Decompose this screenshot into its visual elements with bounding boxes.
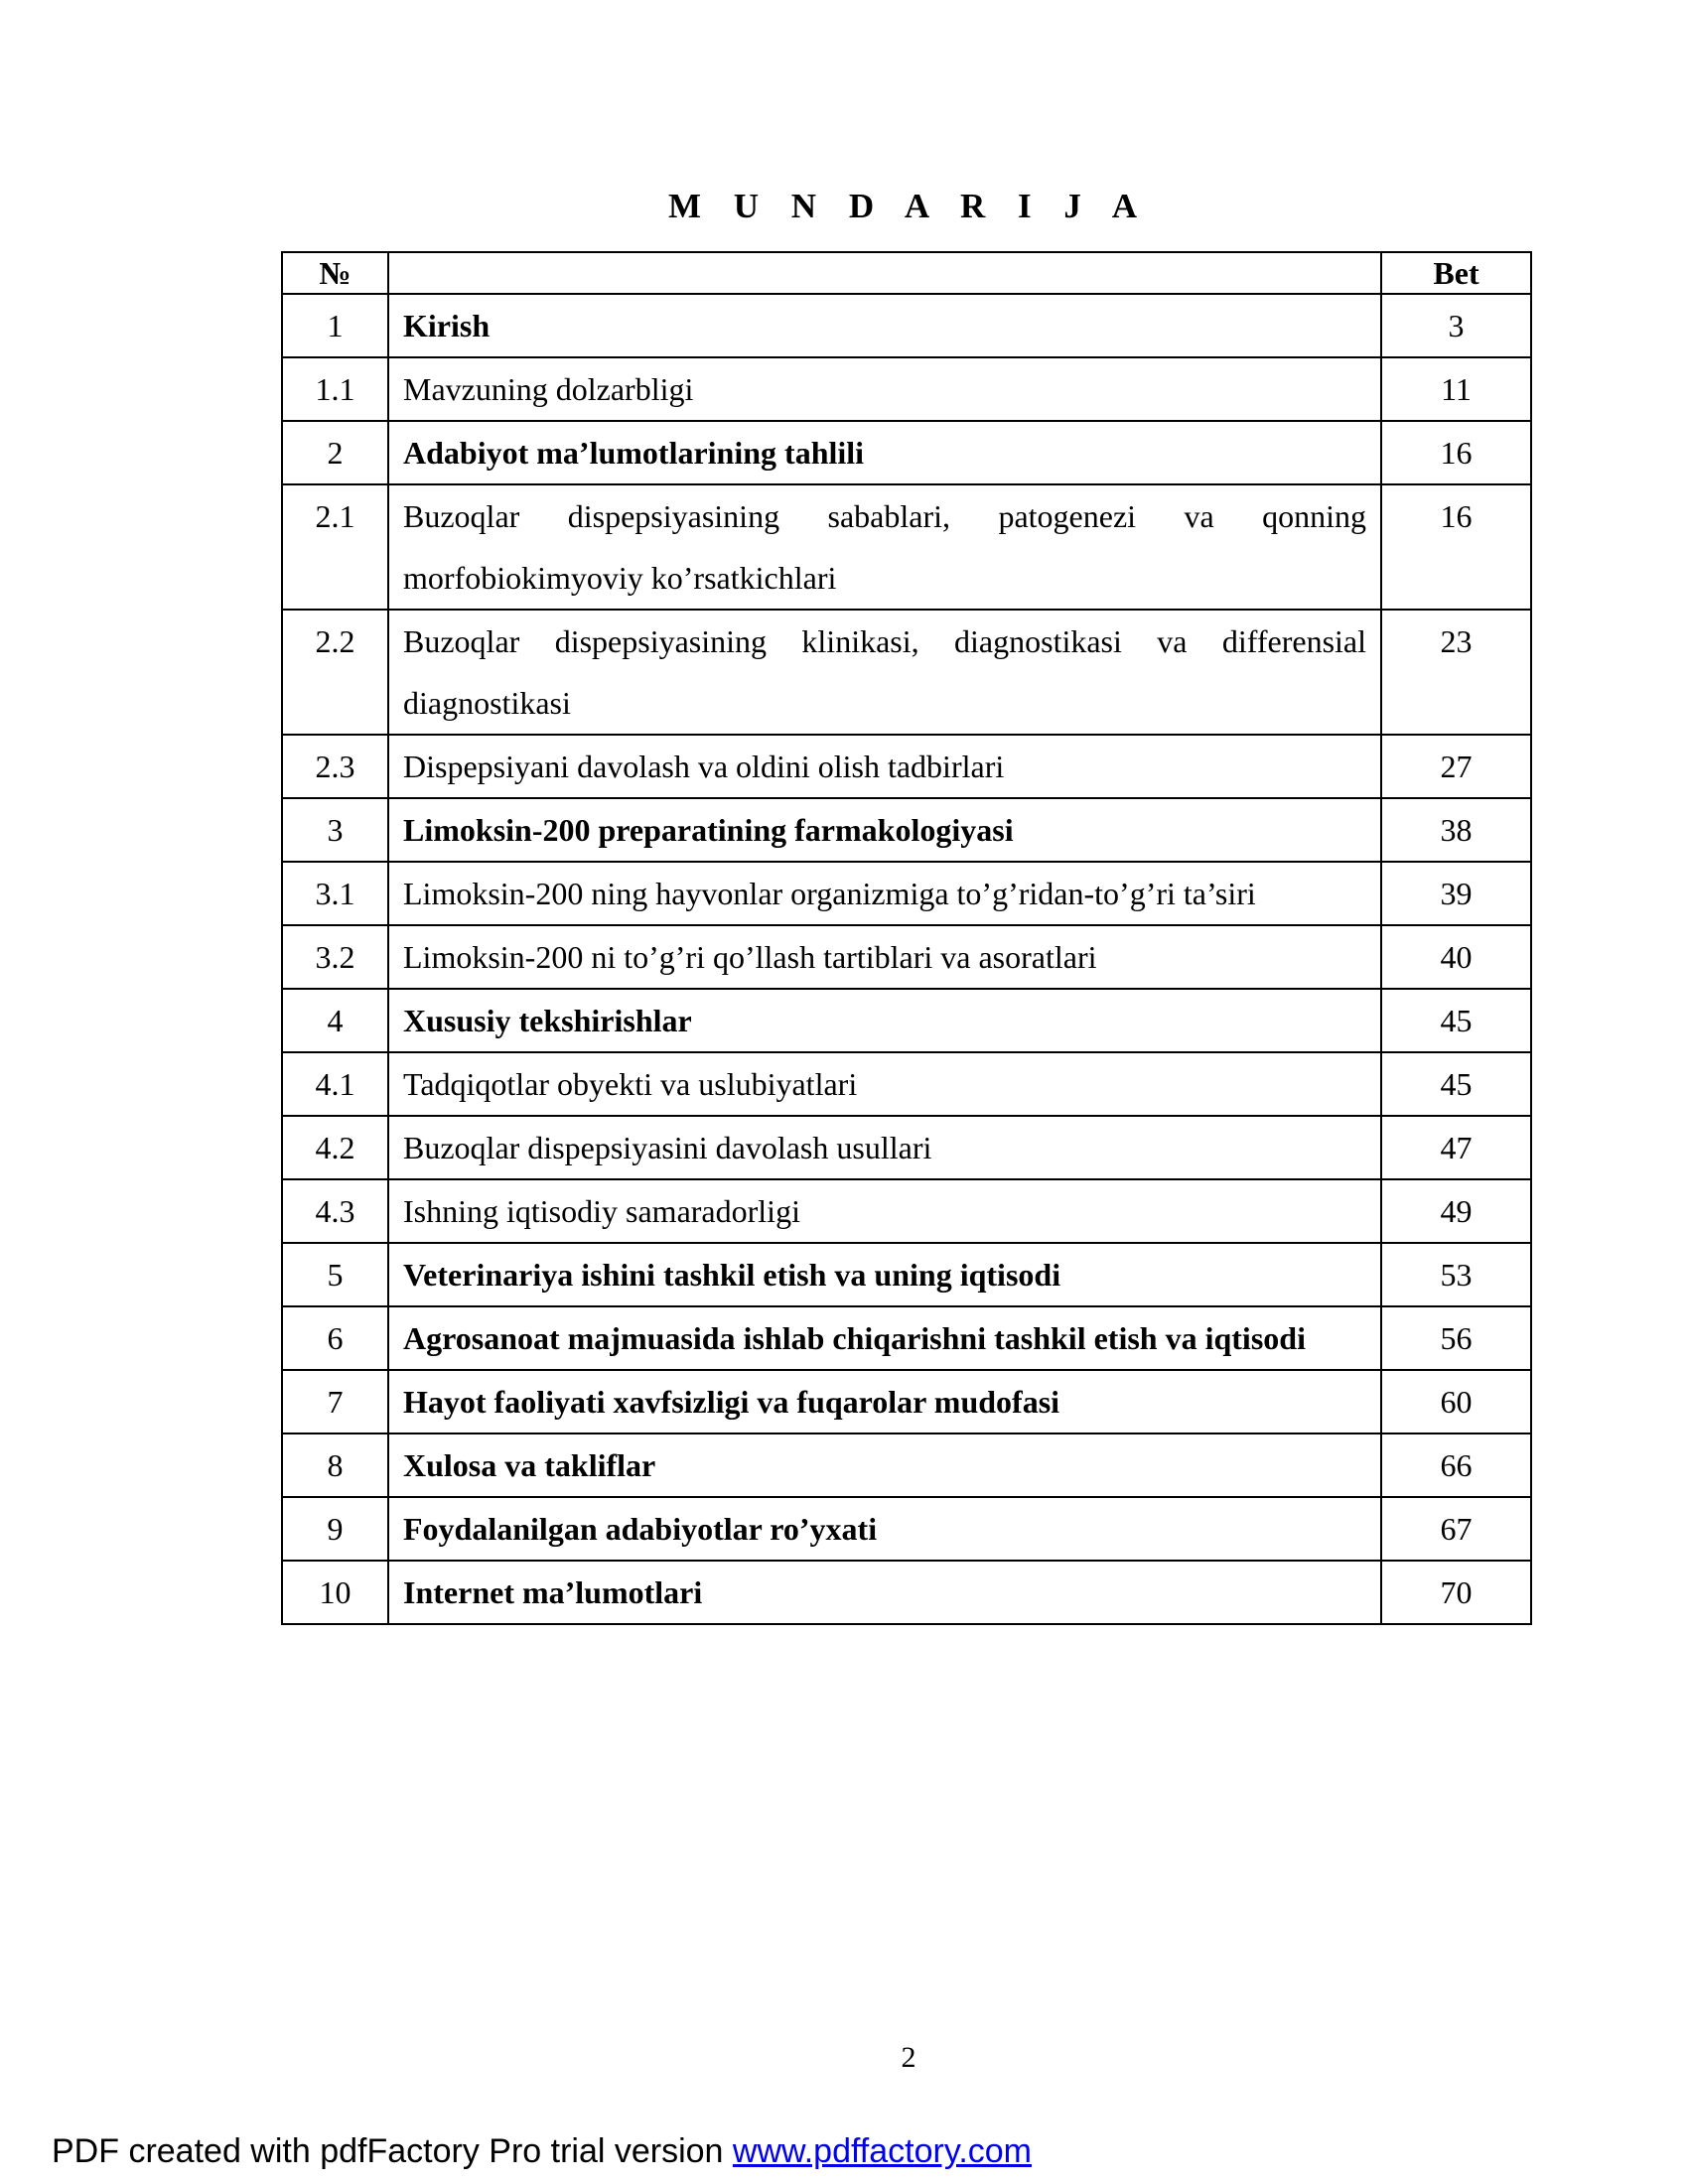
toc-row-number: 2 [282,421,388,484]
toc-header-row [282,252,1531,294]
toc-row-number: 2.1 [282,484,388,610]
toc-row-page: 16 [1381,484,1531,610]
toc-row-page: 45 [1381,1052,1531,1116]
toc-row-number: 3 [282,798,388,862]
toc-row [282,735,1531,798]
toc-row-page: 40 [1381,925,1531,989]
toc-row-page: 49 [1381,1179,1531,1243]
toc-header-number: № [282,252,388,294]
toc-row-page: 70 [1381,1561,1531,1624]
toc-row-title: Buzoqlar dispepsiyasining sabablari, patogenezi va qonning morfobiokimyoviy ko’rsatkichlari [388,484,1381,610]
toc-row [282,1179,1531,1243]
toc-row [282,357,1531,421]
toc-row-page: 11 [1381,357,1531,421]
toc-row [282,798,1531,862]
toc-row [282,610,1531,735]
toc-row-page: 16 [1381,421,1531,484]
footer-link[interactable]: www.pdffactory.com [732,2132,1032,2170]
toc-row-title: Hayot faoliyati xavfsizligi va fuqarolar mudofasi [388,1370,1381,1433]
toc-row-title: Limoksin-200 preparatining farmakologiyasi [388,798,1381,862]
toc-row-number: 4.3 [282,1179,388,1243]
toc-row-page: 27 [1381,735,1531,798]
toc-row-number: 9 [282,1497,388,1561]
toc-row-title: Tadqiqotlar obyekti va uslubiyatlari [388,1052,1381,1116]
toc-row-title: Kirish [388,294,1381,357]
toc-row [282,1306,1531,1370]
toc-row [282,294,1531,357]
toc-row-page: 60 [1381,1370,1531,1433]
toc-row-number: 2.3 [282,735,388,798]
toc-header-page: Bet [1381,252,1531,294]
toc-row-number: 3.1 [282,862,388,925]
toc-row-page: 39 [1381,862,1531,925]
document-title: M U N D A R I J A [667,187,1150,225]
toc-row-title: Veterinariya ishini tashkil etish va uning iqtisodi [388,1243,1381,1306]
toc-row-number: 8 [282,1433,388,1497]
toc-row [282,1052,1531,1116]
toc-row-number: 1.1 [282,357,388,421]
toc-row [282,1243,1531,1306]
toc-row-number: 4 [282,989,388,1052]
table-of-contents [281,251,1532,1625]
toc-row-title: Limoksin-200 ni to’g’ri qo’llash tartiblari va asoratlari [388,925,1381,989]
toc-row [282,989,1531,1052]
toc-row-title: Adabiyot ma’lumotlarining tahlili [388,421,1381,484]
toc-row-title: Buzoqlar dispepsiyasini davolash usullari [388,1116,1381,1179]
toc-row-page: 45 [1381,989,1531,1052]
toc-row-title: Xulosa va takliflar [388,1433,1381,1497]
toc-row-number: 7 [282,1370,388,1433]
toc-row-title: Agrosanoat majmuasida ishlab chiqarishni tashkil etish va iqtisodi [388,1306,1381,1370]
toc-row-page: 3 [1381,294,1531,357]
toc-row-title: Limoksin-200 ning hayvonlar organizmiga to’g’ridan-to’g’ri ta’siri [388,862,1381,925]
toc-row [282,1561,1531,1624]
toc-row-number: 6 [282,1306,388,1370]
pdf-footer [52,2132,1032,2171]
toc-row-number: 4.1 [282,1052,388,1116]
toc-row-page: 23 [1381,610,1531,735]
toc-row [282,484,1531,610]
toc-row-number: 5 [282,1243,388,1306]
toc-row-page: 38 [1381,798,1531,862]
toc-row-title: Buzoqlar dispepsiyasining klinikasi, diagnostikasi va differensial diagnostikasi [388,610,1381,735]
toc-row-page: 66 [1381,1433,1531,1497]
toc-row-number: 2.2 [282,610,388,735]
toc-row-title: Ishning iqtisodiy samaradorligi [388,1179,1381,1243]
toc-row [282,421,1531,484]
toc-header-title [388,252,1381,294]
toc-row-title: Internet ma’lumotlari [388,1561,1381,1624]
toc-row-title: Dispepsiyani davolash va oldini olish tadbirlari [388,735,1381,798]
toc-row [282,925,1531,989]
toc-row [282,862,1531,925]
toc-row-page: 67 [1381,1497,1531,1561]
toc-row-title: Foydalanilgan adabiyotlar ro’yxati [388,1497,1381,1561]
toc-row-number: 4.2 [282,1116,388,1179]
toc-row-number: 1 [282,294,388,357]
page-number: 2 [901,2041,916,2074]
toc-row [282,1433,1531,1497]
toc-row-page: 56 [1381,1306,1531,1370]
toc-row [282,1370,1531,1433]
footer-text: PDF created with pdfFactory Pro trial version [52,2132,733,2170]
toc-row-number: 10 [282,1561,388,1624]
toc-row-page: 53 [1381,1243,1531,1306]
toc-row-title: Mavzuning dolzarbligi [388,357,1381,421]
toc-row-number: 3.2 [282,925,388,989]
toc-row [282,1497,1531,1561]
toc-row-page: 47 [1381,1116,1531,1179]
toc-row-title: Xususiy tekshirishlar [388,989,1381,1052]
toc-row [282,1116,1531,1179]
